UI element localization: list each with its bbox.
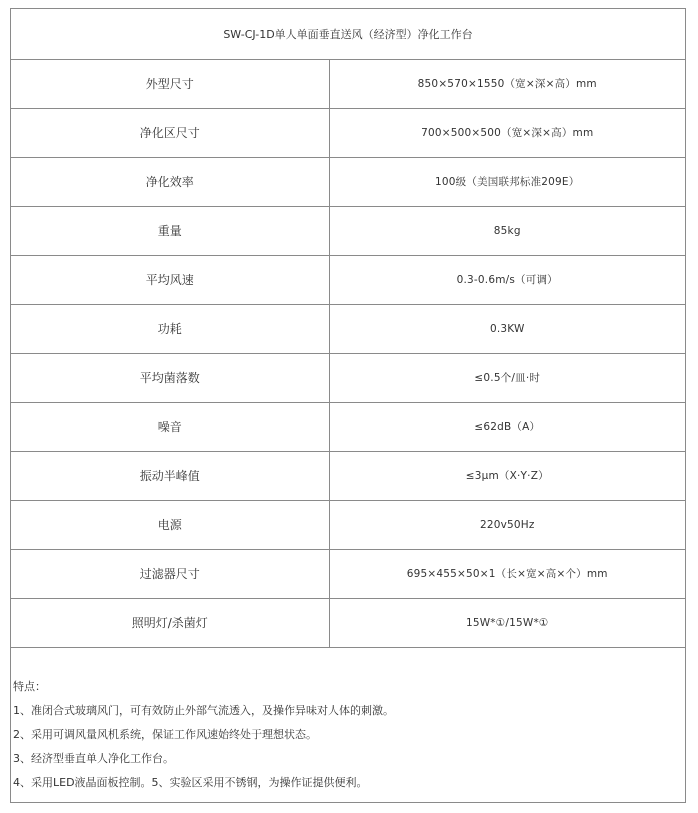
spec-table [11,59,685,648]
spec-label: 净化效率 [11,157,329,206]
table-row [11,500,685,549]
table-row [11,108,685,157]
table-row [11,549,685,598]
table-row [11,255,685,304]
table-row [11,353,685,402]
spec-value: 85kg [329,206,685,255]
table-row [11,598,685,647]
table-row [11,206,685,255]
spec-value: 850×570×1550（宽×深×高）mm [329,59,685,108]
spec-label: 功耗 [11,304,329,353]
table-row [11,157,685,206]
spec-label: 平均风速 [11,255,329,304]
spec-value: 15W*①/15W*① [329,598,685,647]
spec-label: 平均菌落数 [11,353,329,402]
spec-value: 220v50Hz [329,500,685,549]
features-section [13,675,681,795]
table-row [11,304,685,353]
feature-item: 2、采用可调风量风机系统，保证工作风速始终处于理想状态。 [13,728,317,741]
spec-value: 0.3KW [329,304,685,353]
spec-value: ≤0.5个/皿·时 [329,353,685,402]
spec-label: 噪音 [11,402,329,451]
spec-label: 过滤器尺寸 [11,549,329,598]
spec-label: 振动半峰值 [11,451,329,500]
spec-value: ≤3μm（X·Y·Z） [329,451,685,500]
product-title: SW-CJ-1D单人单面垂直送风（经济型）净化工作台 [11,9,685,60]
feature-item: 3、经济型垂直单人净化工作台。 [13,752,174,765]
table-row [11,451,685,500]
spec-value: ≤62dB（A） [329,402,685,451]
spec-label: 照明灯/杀菌灯 [11,598,329,647]
table-row [11,402,685,451]
feature-item: 4、采用LED液晶面板控制。5、实验区采用不锈钢，为操作证提供便利。 [13,776,368,789]
spec-value: 695×455×50×1（长×宽×高×个）mm [329,549,685,598]
spec-value: 700×500×500（宽×深×高）mm [329,108,685,157]
spec-value: 100级（美国联邦标准209E） [329,157,685,206]
feature-item: 1、准闭合式玻璃风门，可有效防止外部气流透入，及操作异味对人体的刺激。 [13,704,394,717]
spec-sheet [10,8,686,803]
spec-label: 电源 [11,500,329,549]
table-row [11,59,685,108]
spec-label: 净化区尺寸 [11,108,329,157]
spec-value: 0.3-0.6m/s（可调） [329,255,685,304]
spec-label: 重量 [11,206,329,255]
spec-label: 外型尺寸 [11,59,329,108]
features-heading: 特点： [13,680,46,693]
